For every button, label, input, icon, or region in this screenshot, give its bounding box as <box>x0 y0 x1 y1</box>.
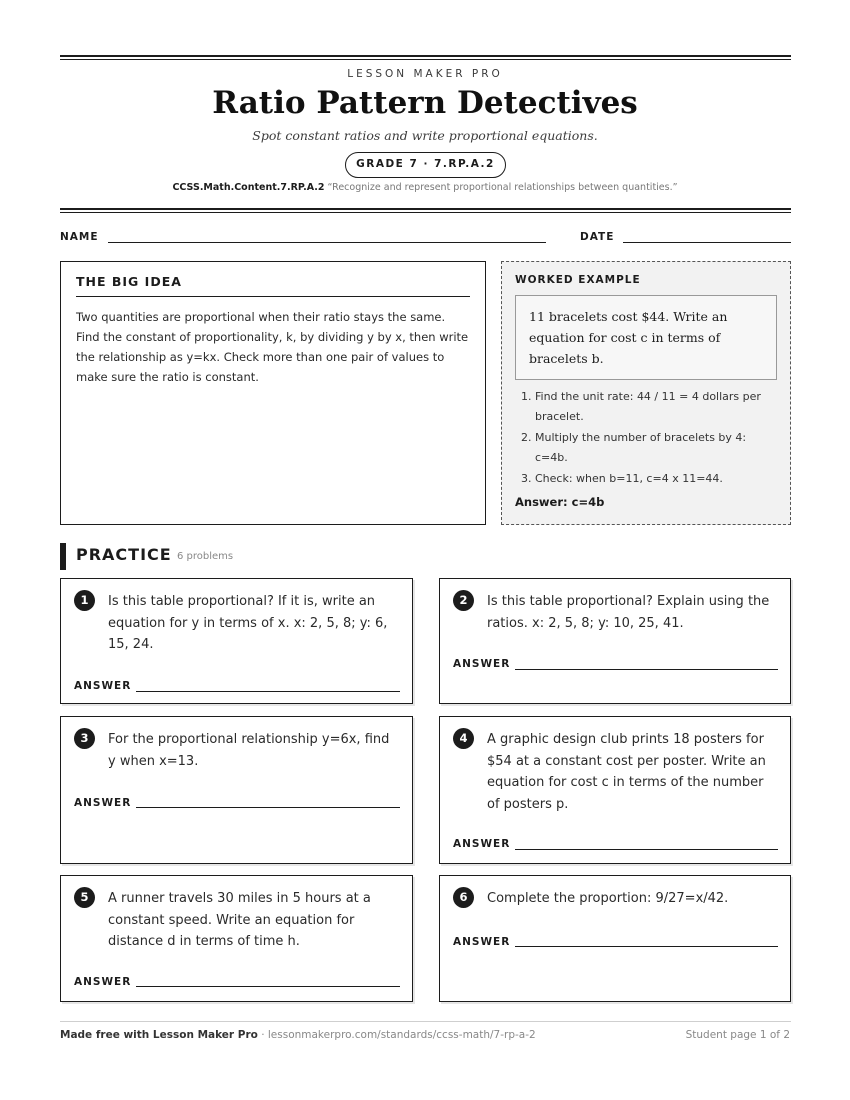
problem-number-badge: 6 <box>453 887 474 908</box>
answer-field[interactable] <box>515 946 778 947</box>
answer-field[interactable] <box>136 986 400 987</box>
page-title: Ratio Pattern Detectives <box>212 85 638 121</box>
worked-example-answer: Answer: c=4b <box>515 494 605 509</box>
name-label: NAME <box>60 231 99 243</box>
problem-number-badge: 3 <box>74 728 95 749</box>
problem-number-badge: 2 <box>453 590 474 611</box>
worked-step: 3. Check: when b=11, c=4 x 11=44. <box>535 469 777 489</box>
footer-page-number: Student page 1 of 2 <box>685 1029 790 1041</box>
name-field[interactable] <box>108 242 546 243</box>
problem-text: Is this table proportional? If it is, write an equation for y in terms of x. x: 2, 5, 8; y: 6, 15, 24. <box>108 594 388 652</box>
worked-example-heading: WORKED EXAMPLE <box>515 274 641 286</box>
page-subtitle: Spot constant ratios and write proportional equations. <box>252 128 598 143</box>
answer-field[interactable] <box>515 669 778 670</box>
standard-line <box>0 182 850 193</box>
worked-step: 1. Find the unit rate: 44 / 11 = 4 dollars per bracelet. <box>535 387 777 426</box>
grade-badge: GRADE 7 · 7.RP.A.2 <box>345 152 506 178</box>
problem-card-1 <box>60 578 413 704</box>
problem-text: Complete the proportion: 9/27=x/42. <box>487 891 729 906</box>
practice-accent-bar <box>60 543 66 570</box>
answer-field[interactable] <box>136 807 400 808</box>
problem-card-5 <box>60 875 413 1002</box>
answer-field[interactable] <box>136 691 400 692</box>
big-idea-heading: THE BIG IDEA <box>76 274 470 297</box>
answer-label: ANSWER <box>453 658 511 670</box>
practice-heading: PRACTICE <box>76 545 172 564</box>
top-double-rule <box>60 55 791 60</box>
date-field[interactable] <box>623 242 791 243</box>
problem-card-4 <box>439 716 791 864</box>
problem-number-badge: 4 <box>453 728 474 749</box>
problem-number-badge: 1 <box>74 590 95 611</box>
standard-text: “Recognize and represent proportional relationships between quantities.” <box>327 182 678 193</box>
footer-url[interactable]: · lessonmakerpro.com/standards/ccss-math/7-rp-a-2 <box>257 1029 536 1041</box>
brand-name: LESSON MAKER PRO <box>347 68 503 80</box>
problem-card-3 <box>60 716 413 864</box>
date-label: DATE <box>580 231 615 243</box>
answer-field[interactable] <box>515 849 778 850</box>
problem-number-badge: 5 <box>74 887 95 908</box>
footer-made-with: Made free with Lesson Maker Pro <box>60 1029 258 1041</box>
problem-card-2 <box>439 578 791 704</box>
problem-text: Is this table proportional? Explain using the ratios. x: 2, 5, 8; y: 10, 25, 41. <box>487 594 770 631</box>
problem-text: A graphic design club prints 18 posters for $54 at a constant cost per poster. Write an equation for cost c in terms of the number of posters p. <box>487 732 766 812</box>
practice-count: 6 problems <box>177 551 234 562</box>
standard-code: CCSS.Math.Content.7.RP.A.2 <box>172 182 325 193</box>
problem-text: A runner travels 30 miles in 5 hours at a constant speed. Write an equation for distance d in terms of time h. <box>108 891 371 949</box>
worked-example-box <box>501 261 791 525</box>
worked-example-steps <box>515 387 777 489</box>
footer-credit <box>60 1029 536 1041</box>
header-bottom-rule <box>60 208 791 213</box>
answer-label: ANSWER <box>74 976 132 988</box>
answer-label: ANSWER <box>453 838 511 850</box>
worked-example-problem: 11 bracelets cost $44. Write an equation for cost c in terms of bracelets b. <box>515 295 777 380</box>
big-idea-body: Two quantities are proportional when their ratio stays the same. Find the constant of proportionality, k, by dividing y by x, then write the relationship as y=kx. Check more than one pair of values to make sure the ratio is constant. <box>76 310 469 384</box>
footer-divider <box>60 1021 791 1022</box>
answer-label: ANSWER <box>74 680 132 692</box>
answer-label: ANSWER <box>74 797 132 809</box>
problem-text: For the proportional relationship y=6x, find y when x=13. <box>108 732 390 769</box>
problem-card-6 <box>439 875 791 1002</box>
worked-step: 2. Multiply the number of bracelets by 4: c=4b. <box>535 428 777 467</box>
answer-label: ANSWER <box>453 936 511 948</box>
big-idea-box <box>60 261 486 525</box>
